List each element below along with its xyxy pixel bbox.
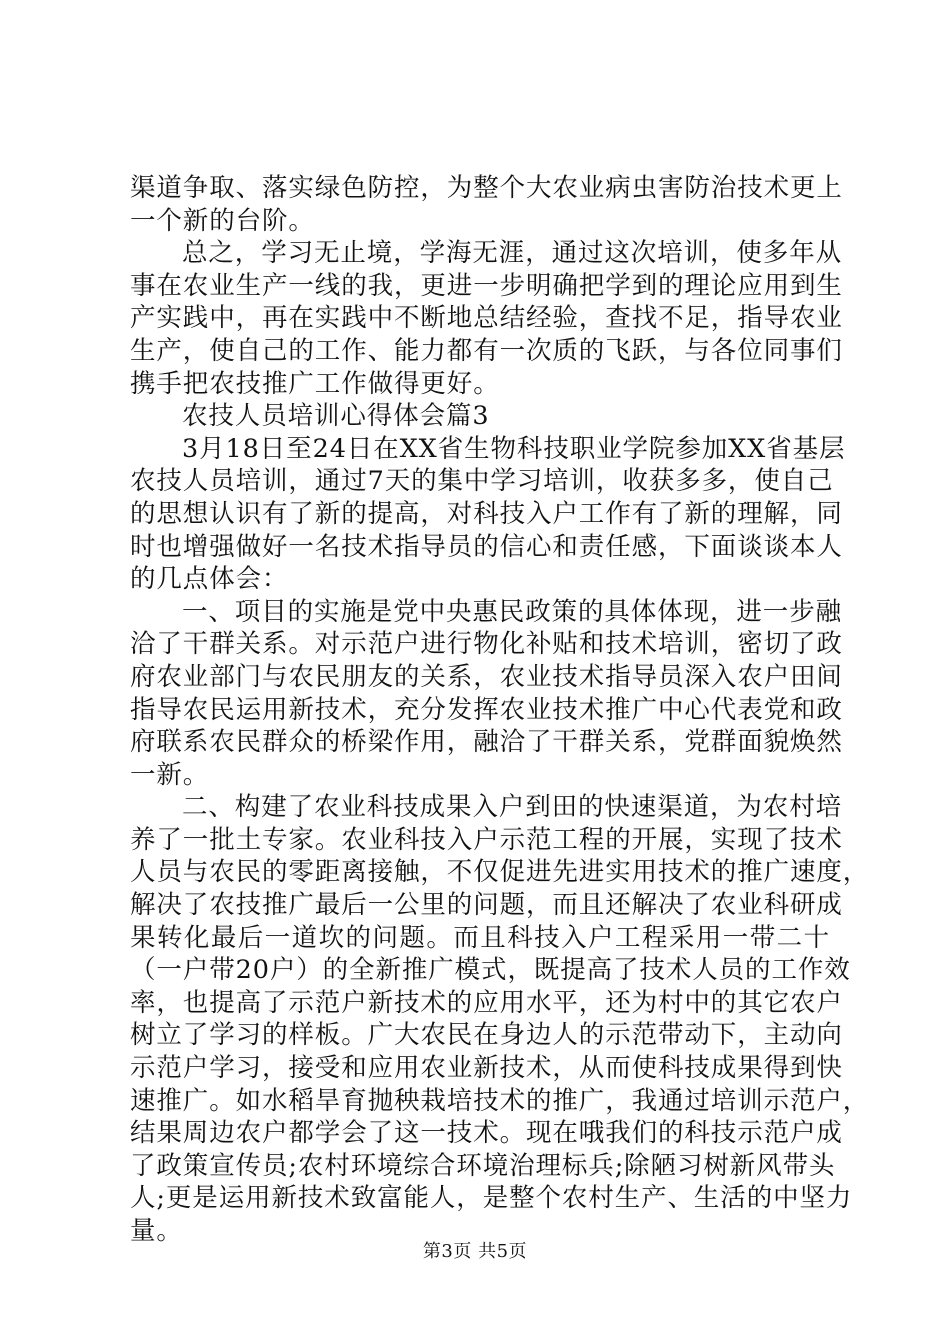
text-line: 总之，学习无止境，学海无涯，通过这次培训，使多年从	[182, 238, 843, 269]
text-line: 时也增强做好一名技术指导员的信心和责任感，下面谈谈本人	[130, 531, 843, 562]
text-line: 携手把农技推广工作做得更好。	[130, 368, 500, 399]
text-line: 的几点体会：	[130, 564, 289, 595]
text-line: 农技人员培训，通过7天的集中学习培训，收获多多，使自己	[130, 466, 834, 497]
text-line: 二、构建了农业科技成果入户到田的快速渠道，为农村培	[182, 792, 843, 823]
text-line: 一、项目的实施是党中央惠民政策的具体体现，进一步融	[182, 596, 843, 627]
text-line: 府农业部门与农民朋友的关系，农业技术指导员深入农户田间	[130, 661, 843, 692]
text-line: 解决了农技推广最后一公里的问题，而且还解决了农业科研成	[130, 890, 843, 921]
text-line: 养了一批土专家。农业科技入户示范工程的开展，实现了技术	[130, 824, 843, 855]
text-line: 3月18日至24日在XX省生物科技职业学院参加XX省基层	[182, 433, 846, 464]
text-line: 产实践中，再在实践中不断地总结经验，查找不足，指导农业	[130, 303, 843, 334]
text-line: 人;更是运用新技术致富能人，是整个农村生产、生活的中坚力	[130, 1183, 853, 1214]
text-line: 事在农业生产一线的我，更进一步明确把学到的理论应用到生	[130, 270, 843, 301]
text-line: 树立了学习的样板。广大农民在身边人的示范带动下，主动向	[130, 1020, 843, 1051]
text-line: 生产，使自己的工作、能力都有一次质的飞跃，与各位同事们	[130, 335, 843, 366]
text-line: 果转化最后一道坎的问题。而且科技入户工程采用一带二十	[130, 922, 830, 953]
section-heading	[130, 400, 830, 433]
text-line: 示范户学习，接受和应用农业新技术，从而使科技成果得到快	[130, 1053, 843, 1084]
text-line: 渠道争取、落实绿色防控，为整个大农业病虫害防治技术更上	[130, 173, 843, 203]
page-footer	[0, 1240, 950, 1264]
para-point-two	[130, 791, 870, 1247]
text-line: （一户带20户）的全新推广模式，既提高了技术人员的工作效	[130, 955, 851, 986]
text-line: 府联系农民群众的桥梁作用，融洽了干群关系，党群面貌焕然	[130, 727, 843, 758]
text-line: 人员与农民的零距离接触，不仅促进先进实用技术的推广速度，	[130, 857, 870, 888]
para-summary	[130, 237, 843, 400]
para-continued	[130, 172, 843, 237]
document-body	[130, 172, 870, 1248]
text-line: 指导农民运用新技术，充分发挥农业技术推广中心代表党和政	[130, 694, 843, 725]
para-point-one	[130, 596, 843, 792]
page-number: 第3页 共5页	[422, 1241, 528, 1262]
text-line: 一新。	[130, 759, 210, 790]
text-line: 的思想认识有了新的提高，对科技入户工作有了新的理解，同	[130, 498, 843, 529]
text-line: 结果周边农户都学会了这一技术。现在哦我们的科技示范户成	[130, 1118, 843, 1149]
text-line: 一个新的台阶。	[130, 205, 315, 236]
text-line: 率，也提高了示范户新技术的应用水平，还为村中的其它农户	[130, 987, 843, 1018]
section-title: 农技人员培训心得体会篇3	[182, 401, 490, 432]
text-line: 了政策宣传员;农村环境综合环境治理标兵;除陋习树新风带头	[130, 1150, 836, 1181]
text-line: 量。	[130, 1216, 183, 1246]
para-intro	[130, 433, 846, 596]
text-line: 洽了干群关系。对示范户进行物化补贴和技术培训，密切了政	[130, 629, 843, 660]
text-line: 速推广。如水稻旱育抛秧栽培技术的推广，我通过培训示范户，	[130, 1085, 870, 1116]
